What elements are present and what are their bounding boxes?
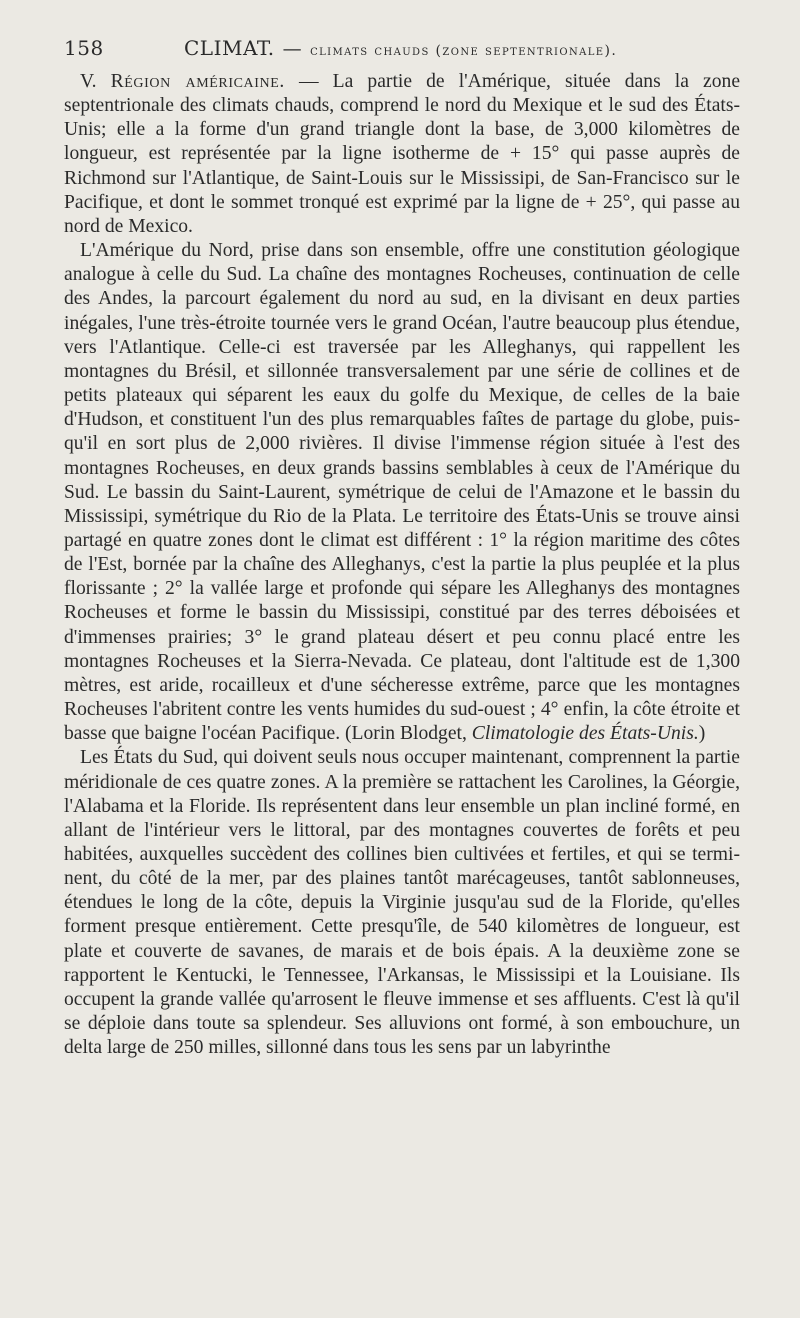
- body-text: [64, 70, 740, 1060]
- book-page: [64, 36, 740, 1296]
- running-head-dash: —: [282, 38, 303, 60]
- running-title: CLIMAT.: [184, 36, 275, 60]
- paragraph-amerique-du-nord: [64, 239, 740, 746]
- paragraph-text: L'Amérique du Nord, prise dans son ensemble, offre une constitution géologique analogue à celle du Sud. La chaîne des montagnes Rocheuses, continuation de celle des Andes, la parcourt également du nord au sud, en la divisant en deux parties inégales, l'une très-étroite tournée vers le grand Océan, l'autre beaucoup plus étendue, vers l'Atlantique. Celle-ci est traversée par les Alleghanys, qui rappellent les montagnes du Brésil, et sillonnée transversalement par une série de collines et de petits plateaux qui séparent les eaux du golfe du Mexique, de celles de la baie d'Hudson, et constituent l'un des plus remarquables faîtes de partage du globe, puisqu'il en sort plus de 2,000 rivières. Il divise l'immense région située à l'est des montagnes Rocheuses, en deux grands bassins semblables à ceux de l'Amérique du Sud. Le bassin du Saint-Laurent, symétrique de celui de l'Amazone et le bassin du Mississipi, symétrique du Rio de la Plata. Le territoire des États-Unis se trouve ainsi partagé en quatre zones dont le climat est différent : 1° la région maritime des côtes de l'Est, bornée par la chaîne des Alleghanys, c'est la partie la plus peuplée et la plus florissante ; 2° la vallée large et profonde qui sépare les Alleghanys des montagnes Rocheuses et forme le bassin du Mississipi, constitué par des terres déboisées et d'immenses prairies; 3° le grand plateau désert et peu connu placé entre les montagnes Rocheuses et la Sierra-Nevada. Ce plateau, dont l'altitude est de 1,300 mètres, est aride, rocailleux et d'une sécheresse extrême, parce que les montagnes Rocheuses l'abritent contre les vents humides du sud-ouest ; 4° enfin, la côte étroite et basse que baigne l'océan Pacifique. (Lorin Blodget,: [64, 240, 740, 745]
- paragraph-text: Les États du Sud, qui doivent seuls nous occuper maintenant, comprennent la partie méridionale de ces quatre zones. A la première se rattachent les Carolines, la Géorgie, l'Alabama et la Floride. Ils représentent dans leur ensemble un plan incliné formé, en allant de l'intérieur vers le littoral, par des montagnes couvertes de forêts et peu habitées, auxquelles succèdent des collines bien cultivées et fertiles, et qui se terminent, du côté de la mer, par des plaines tantôt marécageuses, tantôt sablonneuses, étendues le long de la côte, depuis la Virginie jusqu'au sud de la Floride, qu'elles forment presque entièrement. Cette presqu'île, de 540 kilomètres de longueur, est plate et couverte de savanes, de marais et de bois épais. A la deuxième zone se rapportent le Kentucki, le Tennessee, l'Arkansas, le Mississipi et la Louisiane. Ils occupent la grande vallée qu'arrosent le fleuve immense et ses affluents. C'est là qu'il se déploie dans toute sa splendeur. Ses alluvions ont formé, à son embouchure, un delta large de 250 milles, sillonné dans tous les sens par un labyrinthe: [64, 747, 740, 1059]
- paragraph-region-americaine: [64, 70, 740, 239]
- paragraph-text: — La partie de l'Amérique, située dans la zone septentrionale des climats chauds, comprend le nord du Mexique et le sud des États-Unis; elle a la forme d'un grand triangle dont la base, de 3,000 kilomètres de longueur, est représentée par la ligne isotherme de + 15° qui passe auprès de Richmond sur l'Atlantique, de Saint-Louis sur le Mississipi, de San-Francisco sur le Pacifique, et dont le sommet tronqué est exprimé par la ligne de + 25°, qui passe au nord de Mexico.: [64, 71, 741, 237]
- page-number: 158: [64, 36, 104, 60]
- section-number: V.: [80, 71, 111, 92]
- paragraph-etats-du-sud: [64, 746, 740, 1060]
- cited-work-title: Climatologie des États-Unis.: [471, 723, 699, 745]
- running-subtitle: climats chauds (zone septentrionale).: [310, 43, 618, 59]
- running-head: [64, 36, 740, 66]
- section-heading: Région américaine.: [110, 71, 285, 92]
- paragraph-tail: ): [698, 723, 706, 745]
